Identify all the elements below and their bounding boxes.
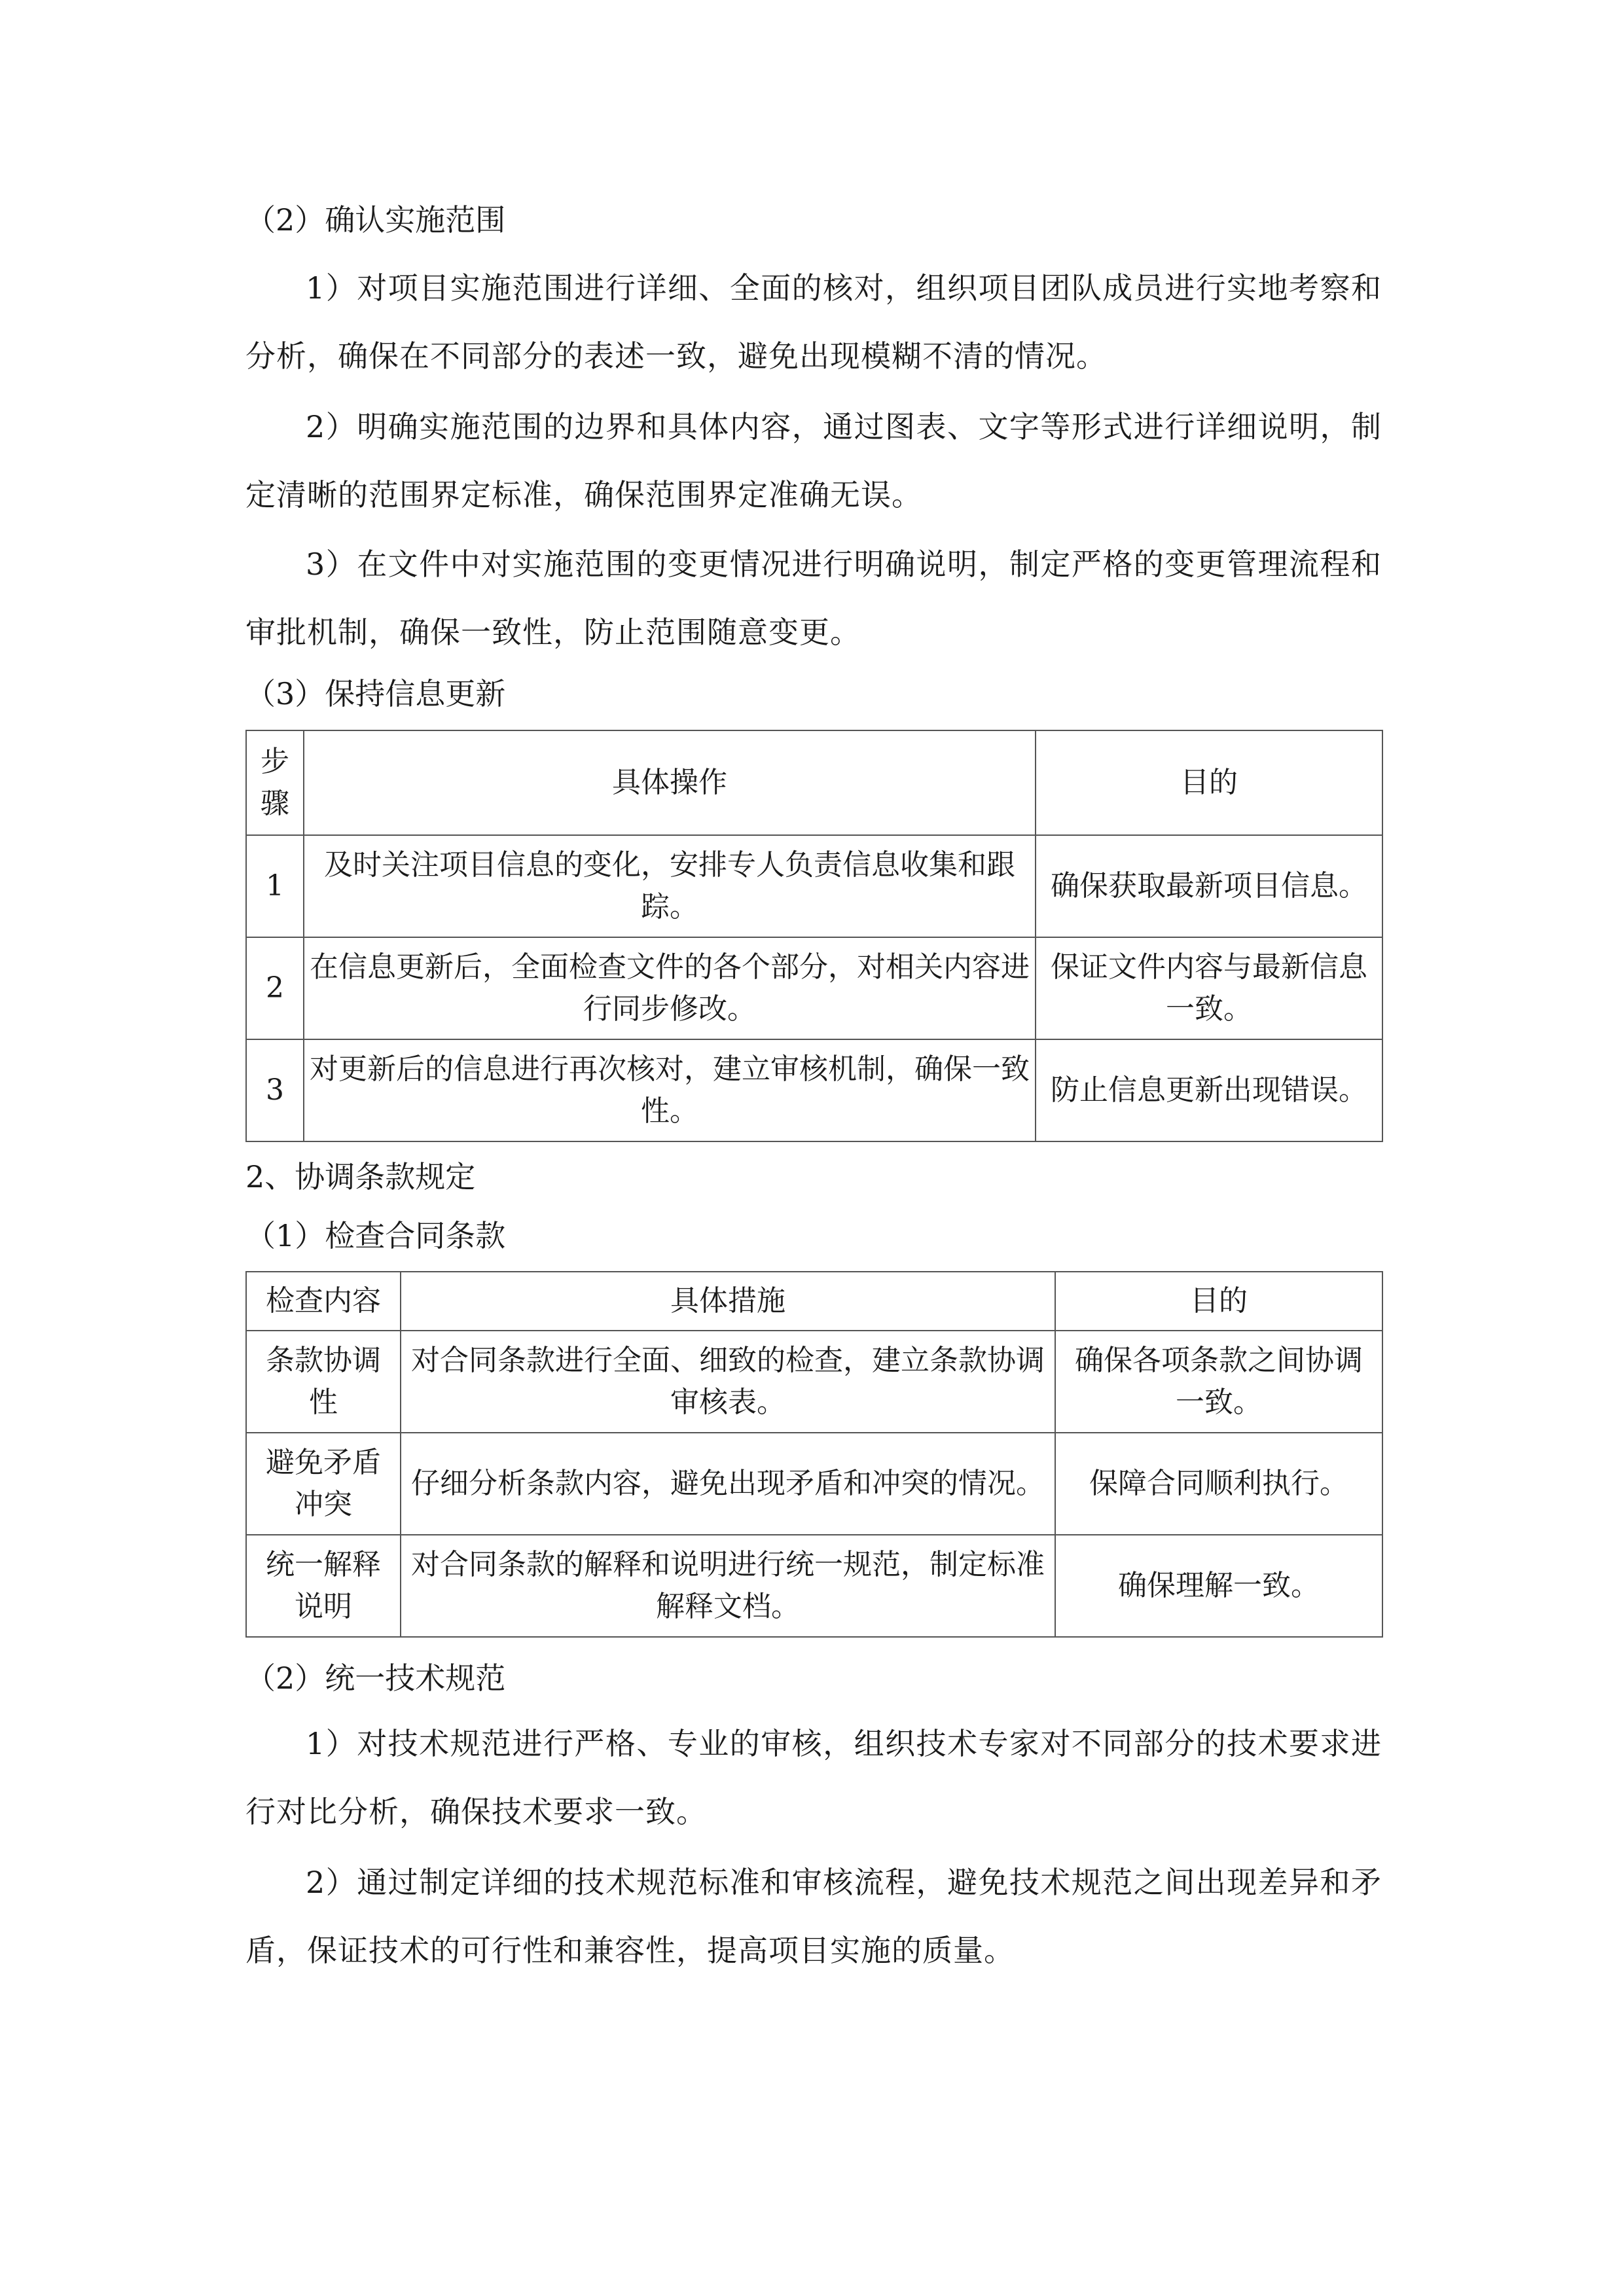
table-header-row [246,1272,1382,1331]
table-header-row [246,730,1382,835]
table-cell-step: 2 [246,937,304,1039]
paragraph-scope-1: 1）对项目实施范围进行详细、全面的核对，组织项目团队成员进行实地考察和分析，确保在不同部分的表述一致，避免出现模糊不清的情况。 [245,270,1382,374]
table-row [246,1331,1382,1433]
table-cell-measure: 对合同条款进行全面、细致的检查，建立条款协调审核表。 [401,1331,1055,1433]
table-cell-measure: 仔细分析条款内容，避免出现矛盾和冲突的情况。 [401,1433,1055,1535]
table-row [246,835,1382,937]
section-heading-unify-tech-spec: （2）统一技术规范 [245,1660,506,1696]
table-header-cell: 具体操作 [304,730,1036,835]
section-heading-confirm-scope: （2）确认实施范围 [245,202,506,238]
table-cell-purpose: 保证文件内容与最新信息一致。 [1036,937,1382,1039]
table-header-cell: 目的 [1036,730,1382,835]
contract-check-table [245,1271,1383,1638]
table-cell-operation: 及时关注项目信息的变化，安排专人负责信息收集和跟踪。 [304,835,1036,937]
table-cell-purpose: 确保理解一致。 [1055,1535,1382,1637]
table-row [246,1433,1382,1535]
table-header-cell: 目的 [1055,1272,1382,1331]
table-header-cell: 具体措施 [401,1272,1055,1331]
table-row [246,1535,1382,1637]
table-row [246,1039,1382,1141]
table-cell-purpose: 确保获取最新项目信息。 [1036,835,1382,937]
table-cell-step: 1 [246,835,304,937]
table-cell-item: 统一解释说明 [246,1535,401,1637]
table-cell-purpose: 确保各项条款之间协调一致。 [1055,1331,1382,1433]
info-update-table [245,730,1383,1142]
table-cell-operation: 对更新后的信息进行再次核对，建立审核机制，确保一致性。 [304,1039,1036,1141]
paragraph-scope-3: 3）在文件中对实施范围的变更情况进行明确说明，制定严格的变更管理流程和审批机制，确保一致性，防止范围随意变更。 [245,547,1382,650]
table-cell-purpose: 防止信息更新出现错误。 [1036,1039,1382,1141]
section-heading-keep-updated: （3）保持信息更新 [245,676,506,711]
table-header-cell: 检查内容 [246,1272,401,1331]
table-cell-operation: 在信息更新后，全面检查文件的各个部分，对相关内容进行同步修改。 [304,937,1036,1039]
subsection-heading-check-contract: （1）检查合同条款 [245,1218,506,1253]
table-header-cell: 步骤 [246,730,304,835]
paragraph-tech-spec-2: 2）通过制定详细的技术规范标准和审核流程，避免技术规范之间出现差异和矛盾，保证技术的可行性和兼容性，提高项目实施的质量。 [245,1865,1382,1968]
table-cell-step: 3 [246,1039,304,1141]
paragraph-scope-2: 2）明确实施范围的边界和具体内容，通过图表、文字等形式进行详细说明，制定清晰的范围界定标准，确保范围界定准确无误。 [245,409,1382,512]
table-row [246,937,1382,1039]
table-cell-item: 避免矛盾冲突 [246,1433,401,1535]
paragraph-tech-spec-1: 1）对技术规范进行严格、专业的审核，组织技术专家对不同部分的技术要求进行对比分析，确保技术要求一致。 [245,1726,1382,1829]
table-cell-item: 条款协调性 [246,1331,401,1433]
section-heading-coordinate-clauses: 2、协调条款规定 [245,1159,476,1194]
table-cell-measure: 对合同条款的解释和说明进行统一规范，制定标准解释文档。 [401,1535,1055,1637]
table-cell-purpose: 保障合同顺利执行。 [1055,1433,1382,1535]
